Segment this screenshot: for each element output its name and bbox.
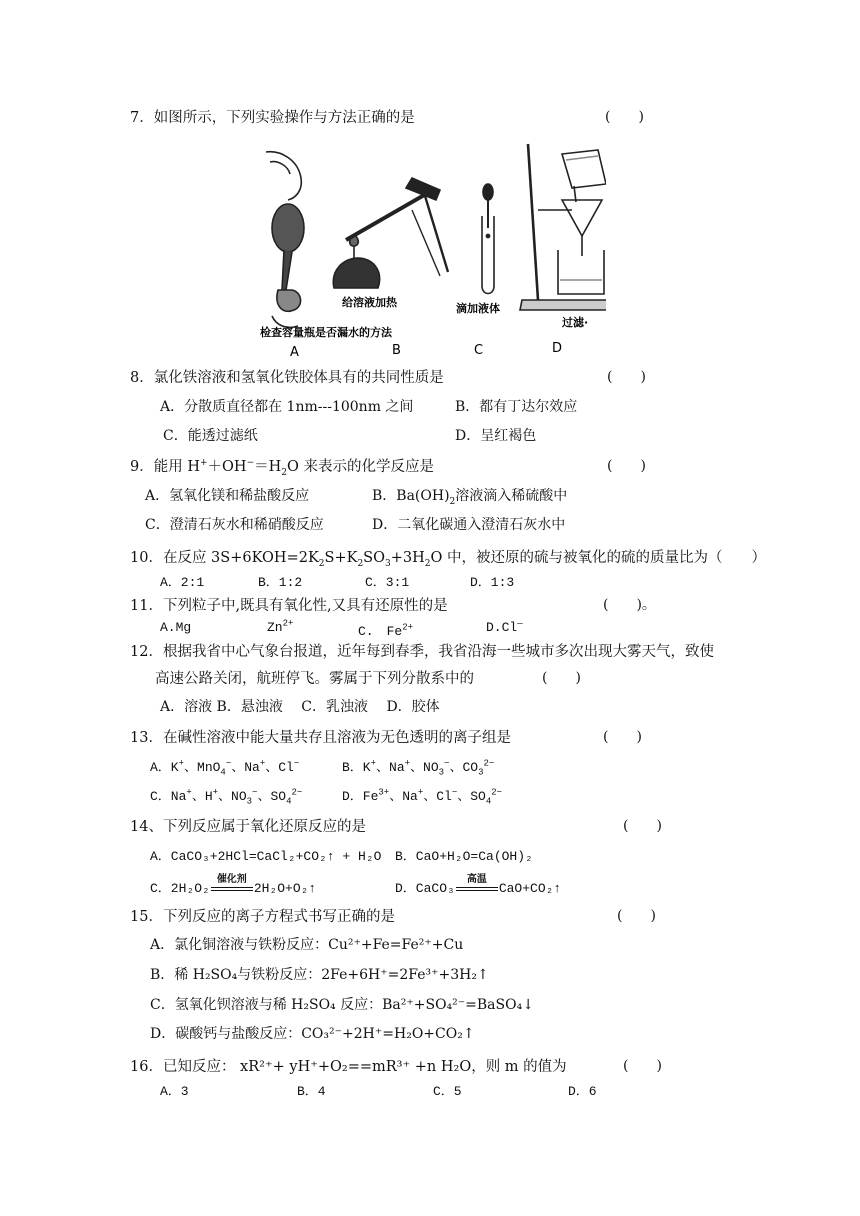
q7-text: ．如图所示，下列实验操作与方法正确的是 <box>139 110 415 126</box>
dropper-test-tube-drawing <box>482 184 494 294</box>
caption-b: 给溶液加热 <box>342 296 397 309</box>
q13-option-c: C．Na+、H+、$NO_3^-$、$SO_4^{2-}$ <box>150 787 303 807</box>
q14-option-b: B．CaO+H₂O=Ca(OH)₂ <box>395 849 533 864</box>
q13-stem: 13．在碱性溶液中能大量共存且溶液为无色透明的离子组是 <box>130 730 511 746</box>
catalyst-condition-arrow: 催化剂 <box>210 881 254 896</box>
q16-stem: 16．已知反应： xR²⁺+ yH⁺+O₂==mR³⁺ +n H₂O，则 m 的值为 <box>130 1059 567 1075</box>
figure-letter-c: C <box>474 343 484 358</box>
q7-stem <box>130 106 415 127</box>
figure-letter-b: B <box>392 343 401 358</box>
q14-answer-paren: ( ) <box>623 818 662 834</box>
figure-letter-a: A <box>290 345 299 360</box>
q15-option-c: C．氢氧化钡溶液与稀 H₂SO₄ 反应：Ba²⁺+SO₄²⁻=BaSO₄↓ <box>150 997 534 1013</box>
q16-option-d: D．6 <box>568 1084 597 1099</box>
high-temp-condition-arrow: 高温 <box>455 881 499 896</box>
q8-answer-paren: ( ) <box>607 369 646 385</box>
q10-option-a: A．2:1 <box>160 575 205 590</box>
q9-option-b: B．$Ba(OH)_2$溶液滴入稀硫酸中 <box>372 488 568 507</box>
lab-apparatus-figure <box>226 140 606 362</box>
q14-option-c: C．2H₂O₂ 催化剂 2H₂O+O₂↑ <box>150 875 317 896</box>
q15-option-b: B．稀 H₂SO₄与铁粉反应：2Fe+6H⁺=2Fe³⁺+3H₂↑ <box>150 967 489 983</box>
q15-stem: 15．下列反应的离子方程式书写正确的是 <box>130 909 395 925</box>
q13-option-d: D．$Fe^{3+}$、Na+、Cl−、$SO_4^{2-}$ <box>342 787 503 807</box>
q11-option-a: A.Mg <box>160 620 192 635</box>
q12-stem-line1: 12．根据我省中心气象台报道，近年每到春季，我省沿海一些城市多次出现大雾天气，致使 <box>130 644 714 660</box>
q14-option-a: A．CaCO₃+2HCl=CaCl₂+CO₂↑ + H₂O <box>150 849 382 864</box>
q16-option-b: B．4 <box>297 1084 326 1099</box>
q15-answer-paren: ( ) <box>617 908 656 924</box>
q9-answer-paren: ( ) <box>607 458 646 474</box>
q16-option-c: C．5 <box>433 1084 462 1099</box>
q14-option-d: D．CaCO₃ 高温 CaO+CO₂↑ <box>395 875 562 896</box>
q10-option-b: B．1:2 <box>258 575 303 590</box>
q9-stem: 9．能用 $H^++OH^-=H_2O$ 来表示的化学反应是 <box>130 458 435 478</box>
q8-option-d: D．呈红褐色 <box>455 428 537 444</box>
q11-option-c: C. $Fe^{2+}$ <box>358 622 414 639</box>
q11-option-b: $Zn^{2+}$ <box>267 618 294 635</box>
caption-a: 检查容量瓶是否漏水的方法 <box>260 326 392 339</box>
caption-c: 滴加液体 <box>456 302 500 315</box>
q12-answer-paren: ( ) <box>542 670 581 686</box>
q7-figure <box>226 140 606 362</box>
q16-option-a: A．3 <box>160 1084 189 1099</box>
q15-option-d: D．碳酸钙与盐酸反应：CO₃²⁻+2H⁺=H₂O+CO₂↑ <box>150 1026 475 1042</box>
q7-number: 7 <box>130 110 140 126</box>
q8-option-c: C．能透过滤纸 <box>163 428 258 444</box>
figure-letter-d: D <box>552 341 563 356</box>
q12-options: A．溶液 B．悬浊液 C．乳浊液 D．胶体 <box>160 699 440 715</box>
q8-option-b: B．都有丁达尔效应 <box>455 399 578 415</box>
q8-option-a: A．分散质直径都在 1nm---100nm 之间 <box>160 399 414 415</box>
q13-option-b: B．K+、Na+、$NO_3^-$、$CO_3^{2-}$ <box>342 758 495 778</box>
q13-option-a: A．K+、MnO$_4$−、Na+、Cl− <box>150 758 300 778</box>
q12-stem-line2: 高速公路关闭，航班停飞。雾属于下列分散系中的 <box>155 671 474 687</box>
q8-stem: 8．氯化铁溶液和氢氧化铁胶体具有的共同性质是 <box>130 370 444 386</box>
q16-answer-paren: ( ) <box>623 1058 662 1074</box>
alcohol-lamp-drawing <box>333 178 448 288</box>
filtration-setup-drawing <box>520 144 606 310</box>
q9-option-a: A．氢氧化镁和稀盐酸反应 <box>145 488 310 504</box>
q11-stem: 11．下列粒子中,既具有氧化性,又具有还原性的是 <box>130 598 448 614</box>
q14-stem: 14、下列反应属于氧化还原反应的是 <box>130 819 366 835</box>
q11-option-d: D.Cl— <box>486 618 523 635</box>
q13-answer-paren: ( ) <box>603 729 642 745</box>
caption-d: 过滤· <box>562 316 589 329</box>
q10-option-c: C．3:1 <box>365 575 410 590</box>
q7-answer-paren: ( ) <box>605 109 644 125</box>
q10-stem: 10．在反应 $3S+6KOH=2K_2S+K_2SO_3+3H_2O$ 中，被还原的硫与被氧化的硫的质量比为（ ） <box>130 550 766 569</box>
q10-option-d: D．1:3 <box>470 575 515 590</box>
q9-option-c: C．澄清石灰水和稀硝酸反应 <box>145 517 324 533</box>
q15-option-a: A．氯化铜溶液与铁粉反应：Cu²⁺+Fe=Fe²⁺+Cu <box>150 937 464 953</box>
q9-option-d: D．二氧化碳通入澄清石灰水中 <box>372 517 566 533</box>
volumetric-flask-drawing <box>266 152 304 328</box>
q11-answer-paren: ( )。 <box>603 597 656 613</box>
